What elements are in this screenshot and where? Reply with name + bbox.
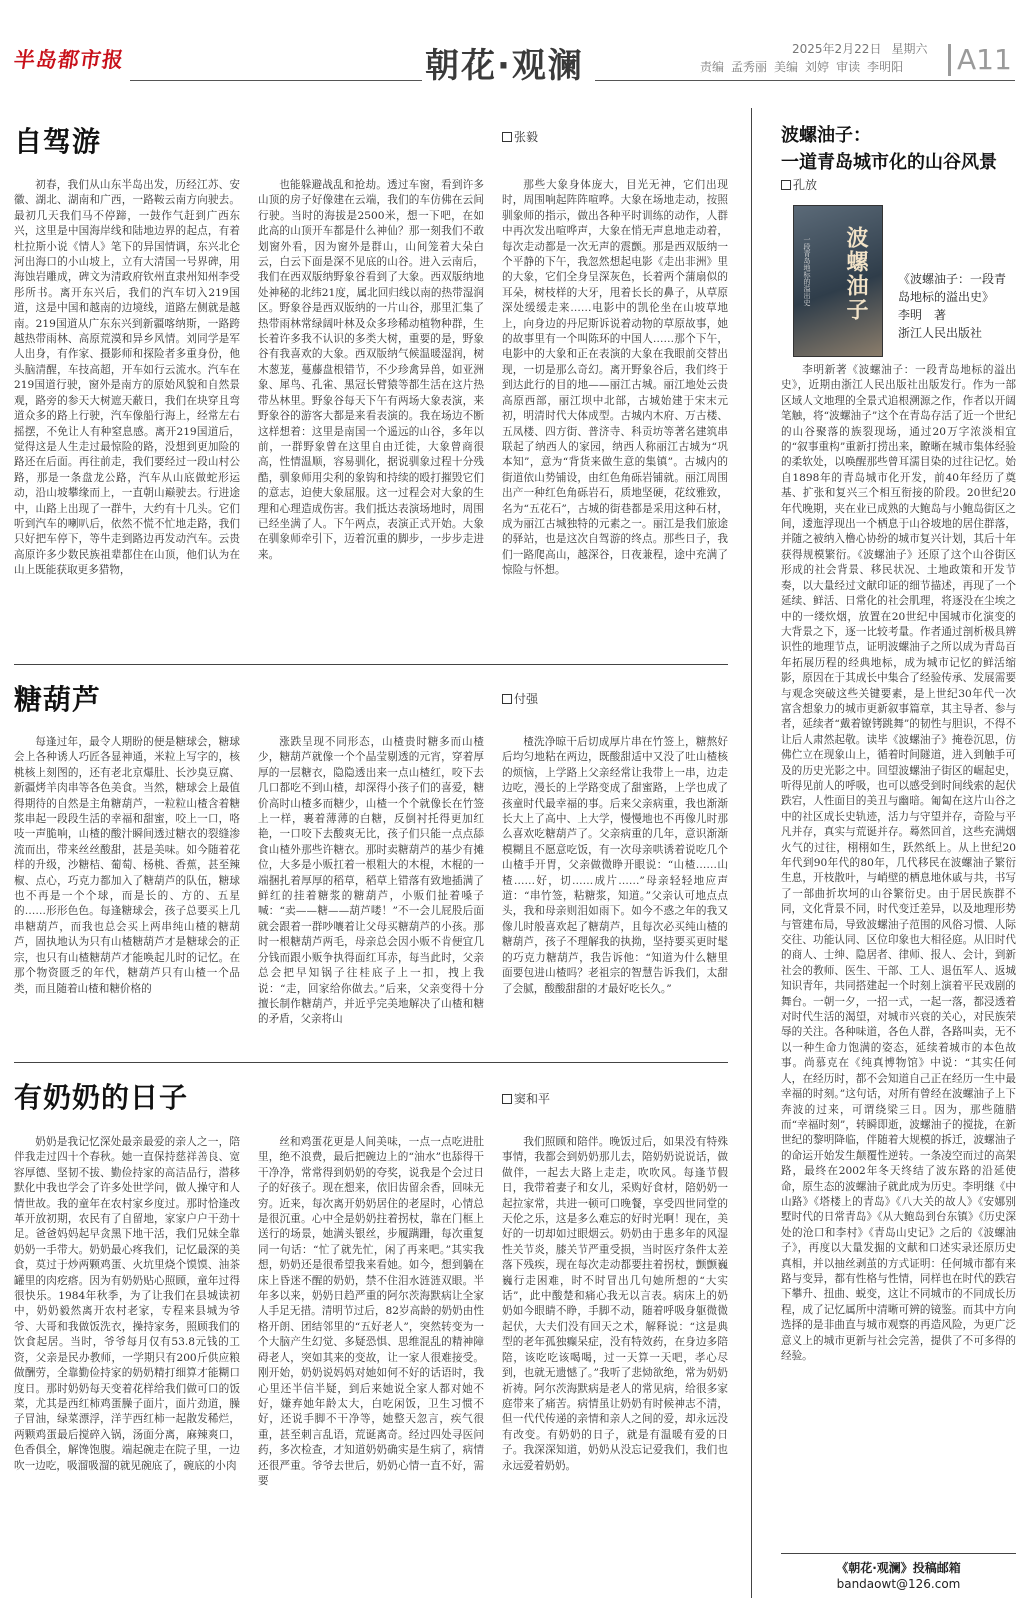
column-text: 我们照顾和陪伴。晚饭过后，如果没有特殊事情，我都会到奶奶那儿去，陪奶奶说说话，做做伴，一起去大路上走走，吹吹风。每逢节假日，我带着妻子和女儿，采购好食材，陪奶奶一起拉家常，共进一顿可口晚餐，享受四世同堂的天伦之乐，这是多么难忘的好时光啊！现在，美好的一切却如过眼烟云。奶奶由于患多年的风湿性关节炎，膝关节严重受损，当时医疗条件太差落下残疾，现在每次走动都要拄着拐杖，颤颤巍巍行走困难，时不时冒出几句她所想的“大实话”，此中酸楚和痛心我无以言表。病床上的奶奶如今眼睛不睁，手脚不动，随着呼吸身躯微微起伏，大夫们没有回天之术，解释说：“这是典型的老年孤独癫呆症，没有特效药，在身边多陪陪，该吃吃该喝喝，过一天算一天吧，孝心尽到，也就无遗憾了。”我听了悲恸欲绝，常为奶奶祈祷。阿尔茨海默病是老人的常见病，给很多家庭带来了痛苦。病情虽让奶奶有时候神志不清，但一代代传递的亲情和亲人之间的爱，却永远没有改变。有奶奶的日子，就是有温暖有爱的日子。我深深知道，奶奶从没忘记爱我们，我们也永远爱着奶奶。 <box>502 1136 728 1472</box>
editor-role: 责编 <box>700 60 725 74</box>
column-text: 也能躲避战乱和抢劫。透过车窗，看到许多山顶的房子好像建在云端，我们的车仿佛在云间行驶。当时的海拔是2500米，想一下吧，在如此高的山顶开车都是什么神仙？那一刻我们不敢划窗外看，因为窗外是群山，山间笼着大朵白云，白云下面是深不见底的山谷。进入云南后，我们在西双版纳野象谷看到了大象。西双版纳地处神秘的北纬21度，属北回归线以南的热带湿润区。野象谷是西双版纳的一片山谷，那里汇集了热带雨林常绿阔叶林及众多珍稀动植物种群，生长着许多我不认识的多类大树，重要的是，野象谷有我喜欢的大象。西双版纳气候温暖湿润，树木葱茏，蔓藤盘根错节，不少珍禽异兽，如亚洲象、犀鸟、孔雀、黑冠长臂猿等都生活在这片热带丛林里。野象谷每天下午有两场大象表演，来野象谷的游客大都是来看表演的。我在场边不断这样想着：这里是南国一个遥远的山谷，多年以前，一群野象曾在这里自由迁徙，大象曾商很高，性情温顺，容易驯化，据说驯象过程十分残酷，驯象师用尖利的象钩和持续的殴打摧毁它们的意志，迫使大象屈服。这一过程会对大象的生理和心理造成伤害。我们抵达表演场地时，周围已经坐满了人。下午两点，表演正式开始。大象在驯象师牵引下，迈着沉重的脚步，一步步走进来。 <box>258 179 484 561</box>
editor-name: 李明阳 <box>867 60 904 74</box>
sidebar-divider <box>751 108 752 1598</box>
date-text: 2025年2月22日 <box>792 42 882 56</box>
article-column <box>258 735 484 1040</box>
book-cover-title: 波螺油子 <box>843 226 869 322</box>
article-title: 有奶奶的日子 <box>14 1081 189 1114</box>
sidebar-text: 李明新著《波螺油子：一段青岛地标的溢出史》，近期由浙江人民出版社出版发行。作为一部区域人文地理的全景式追根溯源之作，作者以开阔笔触，将“波螺油子”这个在青岛存活了近一个世纪的山谷聚落的族裂现场，通过20万字浓淡相宜的“叙事重构”重新打捞出来，瞭晰在城市集体经验的柔软处，以唤醒那些曾耳濡目染的过往记忆。始自1898年的青岛城市化开发，前40年经历了奠基、扩张和复兴三个相互衔接的阶段。20世纪20年代晚期，夹在业已成熟的大鲍岛与小鲍岛街区之间，逶迤浮现出一个栖息于山谷坡地的居住群落，并随之被纳入橹心协纷的城市复兴计划，其后十年获得规模繁衍。《波螺油子》还原了这个山谷街区形成的社会背景、移民状况、土地政策和开发节奏，以大量经过文献印证的细节描述，再现了一个延续、鲜活、日常化的社会肌理，将逐没在尘埃之中的一缕炊烟，放置在20世纪中国城市化演变的大背景之下，逐一比较考量。作者通过剖析极具辨识性的地理节点，证明波螺油子之所以成为青岛百年拓展历程的经典地标，成为城市记忆的鲜活缩影，原因在于其成长中集合了经验传承、发展需要与观念突破这些关键要素，是上世纪30年代一次富含想象力的城市更新叙事篇章，其主导者、参与者，延续者“戴着镣铐跳舞”的韧性与胆识，不得不让后人肃然起敬。读毕《波螺油子》掩卷沉思，仿佛伫立在现象山上，循着时间隧道，进入到触手可及的历史光影之中。回望波螺油子街区的崛起史，听得见前人的呼吸，也可以感受到时间线索的起伏跌宕，人性面目的美丑与幽暗。匍匐在这片山谷之中的社区成长史轨迹，活力与守望并存，奇险与平凡并存，真实与荒诞并存。蓦然回首，这些充满烟火气的过往，栩栩如生，跃然纸上。从上世纪20年代到90年代的80年，几代移民在波螺油子繁衍生息，开枝散叶，与峭壁的栖息地休戚与共，书写了一部曲折坎坷的山谷繁衍史。由于居民族群不同，文化背景不同，时代变迁差异，以及地理形势与管建布局，导致波螺油子范围的风俗习惯、人际交往、功能认同、区位印象也大相径庭。从旧时代的商人、士绅、隐居者、律师、报人、会计，到新社会的教师、医生、干部、工人、退伍军人、返城知识青年，共同搭建起一个时刻上演着平民戏剧的舞台。一朝一夕，一招一式，一起一落，都浸透着对时代生活的渴望，对城市兴衰的关心，对民族荣辱的关注。各种味道，各色人群，各路叫卖，无不以一种生命力饱满的姿态，延续着城市的本色故事。尚慕克在《纯真博物馆》中说：“其实任何人，在经历时，都不会知道自己正在经历一生中最幸福的时刻。”这句话，对所有曾经在波螺油子上下奔波的过来，可谓绕梁三日。因为，那些随腊而“幸福时刻”，转瞬即逝，波螺油子的搅拢，在新世纪的黎明降临，伴随着大规模的拆迁，波螺油子的命运开始发生颠覆性逆转。一条凌空而过的高架路，最终在2002年冬天终结了波东路的沿延使命，原生态的波螺油子就此成为历史。李明继《中山路》《塔楼上的青岛》《八大关的故人》《安娜别墅时代的日常青岛》《从大鲍岛到台东镇》《历史深处的沧口和李村》《青岛山史记》之后的《波螺油子》，再度以大量发掘的文献和口述实录还原历史真相，并以抽丝剥茧的方式证明：任何城市都有来路与变异，都有性格与性情，同样也在时代的跌宕下攀升、扭曲、蜕变，这让不同城市的不同成长历程，成了记忆属所中清晰可辨的镜鉴。而其中方向选择的是非曲直与城市观察的再造风险，为更广泛意义上的城市更新与社会完善，提供了不可多得的经验。 <box>781 364 1016 1362</box>
submission-email[interactable]: bandaowt@126.com <box>836 1577 961 1591</box>
editor-name: 刘婷 <box>805 60 830 74</box>
article-column <box>502 1135 728 1593</box>
article-divider <box>14 1062 728 1063</box>
book-caption <box>898 270 1016 342</box>
article-column <box>258 178 484 641</box>
editor-role: 审读 <box>836 60 861 74</box>
book-caption-author: 李明 著 <box>898 308 947 322</box>
header-rule-left <box>130 80 422 81</box>
book-cover-image <box>793 205 883 357</box>
weekday-text: 星期六 <box>891 42 928 56</box>
article-byline: 张毅 <box>502 128 538 145</box>
article-byline: 窦和平 <box>502 1090 550 1107</box>
article-title: 自驾游 <box>14 125 102 158</box>
book-caption-title: 《波螺油子：一段青岛地标的溢出史》 <box>898 272 1007 304</box>
header-rule-right <box>595 80 1015 81</box>
column-text: 奶奶是我记忆深处最亲最爱的亲人之一，陪伴我走过四十个春秋。她一直保持慈祥善良、宽容厚德、坚韧不拔、勤俭持家的高洁品行，潜移默化中我也学会了许多处世学问，做人操守和人情世故。我的童年在农村家乡度过。那时恰逢改革开放初期，农民有了自留地，家家户户干劲十足。爸爸妈妈起早贪黑下地干活，我们兄妹全靠奶奶一手带大。奶奶最心疼我们，记忆最深的美食，莫过于炒两颗鸡蛋、火坑里烧个馍馍、油茶罐里的肉疙瘩。因为有奶奶贴心照顾，童年过得很快乐。1984年秋季，为了让我们在县城读初中，奶奶毅然离开农村老家，专程来县城为爷爷、大哥和我做饭洗衣，操持家务，照顾我们的饮食起居。当时，爷爷每月仅有53.8元钱的工资，父亲是民办教师，一学期只有200斤供应粮做酬劳，全靠勤俭持家的奶奶精打细算才能糊口度日。那时奶奶每天变着花样给我们做可口的饭菜，尤其是西红柿鸡蛋臊子面片，面片劲道，臊子冒油，绿菜漂浮，洋芋西红柿一起散发稀烂，两颗鸡蛋最后搅碎入锅，汤面分离，麻辣爽口，色香俱全，解馋饱腹。端起碗走在院子里，一边吹一边吃，吸溜吸溜的就见碗底了，碗底的小肉 <box>14 1136 240 1472</box>
editor-role: 美编 <box>774 60 799 74</box>
column-text: 楂洗净晾干后切成厚片串在竹签上，糖熬好后均匀地粘在两边，既酸甜适中又没了吐山楂核的烦恼，上学路上父亲经常让我带上一串，边走边吃，漫长的上学路变成了甜蜜路，上学也成了孩童时代最幸福的事。后来父亲病重，我也渐渐长大上了高中、上大学，慢慢地也不再像儿时那么喜欢吃糖葫芦了。父亲病重的几年，意识渐渐模糊且不愿意吃饭，有一次母亲哄诱着说吃几个山楂手开胃，父亲做微睁开眼说：“山楂……山楂……好，切……成片……”母亲轻轻地应声道：“串竹签，粘糖浆，知道。”父亲认可地点点头，我和母亲则泪如雨下。如今不惑之年的我又像儿时般喜欢起了糖葫芦，且每次必买纯山楂的糖葫芦，孩子不理解我的执拗，坚持要买更时髦的巧克力糖葫芦，我告诉他：“知道为什么糖里面要包进山楂吗？老祖宗的智慧告诉我们，太甜了会腻，酸酸甜甜的才最好吃长久。” <box>502 736 728 995</box>
submission-label: 《朝花·观澜》投稿邮箱 <box>836 1561 961 1575</box>
column-text: 初春，我们从山东半岛出发，历经江苏、安徽、湖北、湖南和广西，一路鞍云南方向驶去。最初几天我们马不停蹄，一鼓作气赶到广西东兴，这里是中国海岸线和陆地边界的起点，有着杜拉斯小说《情人》笔下的异国情调，东兴北仑河出海口的小山坡上，立有大清国一号界碑，用海蚀岩雕成，碑文为清政府钦州直隶州知州李受彤所书。离开东兴后，我们的汽车切入219国道，这是中国和越南的边境线，道路左侧就是越南。219国道从广东东兴到新疆喀纳斯，一路跨越热带雨林、高原荒漠和异乡风情。刘同学是军人出身，有作家、摄影师和探险者多重身份，他头脑清醒，车技高超，开车如行云流水。汽车在219国道行驶，窗外是南方的原始风貌和自然景观，路旁的参天大树遮天蔽日，我们在块穿且弯道众多的路上行驶，汽车像船行海上，经常左右摇摆，不免让人有种窒息感。离开219国道后，觉得这是人生走过最惊险的路，没想到更加险的路还在后面。再往前走，我们要经过一段山村公路，那是一条盘龙公路，汽车从山底做蛇形运动，沿山坡攀缘而上，一直朝山巅驶去。行进途中，山路上出现了一群牛，大约有十几头。它们听到汽车的喇叭后，依然不慌不忙地走路，我们只好把车停下，等牛走到路边再发动汽车。云贵高原许多少数民族祖辈都住在山顶，他们认为在山上既能获取更多猎物， <box>14 179 240 577</box>
sidebar-title-line: 一道青岛城市化的山谷风景 <box>781 152 997 173</box>
article-column <box>258 1135 484 1593</box>
submission-info <box>781 1560 1016 1592</box>
section-title: 朝花·观澜 <box>425 46 584 86</box>
article-divider <box>14 664 728 665</box>
issue-date <box>792 40 937 57</box>
column-text: 那些大象身体庞大，目光无神，它们出现时，周围响起阵阵喧哗。大象在场地走动，按照驯象师的指示，做出各种平时训练的动作，人群中再次发出喧哗声，大象在悄无声息地走动着，每次走动都是一次无声的震颤。那是西双版纳一个平静的下午，我忽然想起电影《走出非洲》里的大象，它们全身呈深灰色，长着两个蒲扇似的耳朵，树枝样的大牙，甩着长长的鼻子，从草原深处缓缓走来……电影中的凯伦坐在山坡草地上，向身边的丹尼斯诉说着动物的草原故事，她的故事里有一个叫陈环的中国人……那个下午，电影中的大象和正在表演的大象在我眼前交替出现，一切是那么奇幻。离开野象谷后，我们终于到达此行的目的地——丽江古城。丽江地处云贵高原西部，丽江坝中北部，古城始建于宋末元初，明清时代大体成型。古城内木府、万古楼、五凤楼、四方街、普济寺、科贡坊等著名建筑串联起了纳西人的家园，纳西人称丽江古城为“巩本知”，意为“背货来做生意的集镇”。古城内的街道依山势铺设，由红色角砾岩铺就。丽江周围出产一种红色角砾岩石，质地坚硬，花纹雅致，名为“五花石”，古城的街巷都是采用这种石材，成为丽江古城独特的元素之一。丽江是我们旅途的驿站，也是这次自驾游的终点。那些日子，我们一路爬高山，越深谷，日夜兼程，途中充满了惊险与怀想。 <box>502 179 728 577</box>
article-column <box>14 735 240 1040</box>
article-title: 糖葫芦 <box>14 683 102 716</box>
article-byline: 付强 <box>502 690 538 707</box>
column-text: 丝和鸡蛋花更是人间美味，一点一点吃进肚里，绝不浪费，最后把碗边上的“油水”也舔得干干净净，常常得到奶奶的夸奖，说我是个会过日子的好孩子。现在想来，依旧齿留余香，回味无穷。近来，每次离开奶奶居住的老屋时，心情总是很沉重。心中全是奶奶拄着拐杖，靠在门框上送行的场景，她满头银丝，步履蹒跚，每次重复同一句话：“忙了就先忙，闲了再来吧。”其实我想，奶奶还是很希望我来看她。如今，想到躺在床上昏迷不醒的奶奶，禁不住泪水涟涟双眼。半年多以来，奶奶日趋严重的阿尔茨海默病让全家人手足无措。清明节过后，82岁高龄的奶奶由性格开朗、团结邻里的“五好老人”，突然转变为一个大脑产生幻觉、多疑恐惧、思维混乱的精神障碍老人，突如其来的变故，让一家人很难接受。刚开始，奶奶说妈妈对她如何不好的话语时，我心里还半信半疑，到后来她说全家人都对她不好，嫌弃她年龄太大，白吃闲饭，卫生习惯不好，还说手脚不干净等，她整天忽言，疾气很重，甚至刺言乱语，荒诞离奇。经过四处寻医问药，多次检查，才知道奶奶确实是生病了，病情还很严重。爷爷去世后，奶奶心情一直不好，需要 <box>258 1136 484 1487</box>
article-column <box>14 1135 240 1593</box>
column-text: 每逢过年，最令人期盼的便是糖球会，糖球会上各种诱人巧匠各显神通，米粒上写字的，核桃核上刻图的，还有老北京爆肚、长沙臭豆腐、新疆烤羊肉串等各色美食。当然，糖球会上最值得期待的自然是主角糖葫芦，一粒粒山楂含着糖浆串起一段段生活的幸福和甜蜜，咬上一口，咯吱一声脆响，山楂的酸汁瞬间透过糖衣的裂缝渗流而出，带来丝丝酸甜，甚是美味。如今随着花样的升级，沙糖桔、葡萄、杨桃、香蕉，甚至辣椒、点心，巧克力都加入了糖葫芦的队伍，糖球也不再是一个个球，而是长的、方的、五星的……形形色色。每逢糖球会，孩子总要买上几串糖葫芦，而我也总会买上两串纯山楂的糖葫芦，固执地认为只有山楂糖葫芦才是糖球会的正宗，也只有山楂糖葫芦才能唤起儿时的记忆。在那个物资匮乏的年代，糖葫芦只有山楂一个品类，而且随着山楂和糖价格的 <box>14 736 240 995</box>
editors-line <box>700 58 910 75</box>
article-column <box>502 735 728 1040</box>
footer-rule <box>781 1553 1016 1554</box>
page-number: A11 <box>948 44 1012 76</box>
sidebar-body <box>781 363 1016 1548</box>
sidebar-title-line: 波螺油子： <box>781 125 871 146</box>
column-text: 涨跌呈现不同形态，山楂贵时糖多而山楂少，糖葫芦就像一个个晶莹剔透的元宵，穿着厚厚的一层糖衣，隐隐透出来一点山楂红，咬下去几口都吃不到山楂，却深得小孩子们的喜爱，糖价高时山楂多而糖少，山楂一个个就像长在竹签上一样，裹着薄薄的白糖，反倒衬托得更加红艳，一口咬下去酸爽无比，孩子们只能一点点舔食山楂外那些许糖衣。那时卖糖葫芦的基少有摊位，大多是小贩扛着一根粗大的木棍，木棍的一端捆扎着厚厚的稻草，稻草上错落有致地插满了鲜红的挂着糖浆的糖葫芦，小贩们扯着嗓子喊：“卖——糖——葫芦喽！”不一会儿屁股后面就会跟着一群吵嚷着让父母买糖葫芦的小孩。那时一根糖葫芦两毛，母亲总会因小贩不肯便宜几分钱而跟小贩争执得面红耳赤，每当此时，父亲总会把早知锅子往桂底子上一扣，拽上我说：“走，回家给你做去。”后来，父亲变得十分擅长制作糖葫芦，并近乎完美地解决了山楂和糖的矛盾，父亲将山 <box>258 736 484 1026</box>
book-caption-publisher: 浙江人民出版社 <box>898 326 983 340</box>
article-column <box>502 178 728 641</box>
newspaper-logo: 半岛都市报 <box>12 47 126 72</box>
book-cover-subtitle: 一段青岛地标的溢出史 <box>803 236 811 306</box>
sidebar-title <box>781 122 1016 176</box>
editor-name: 孟秀丽 <box>731 60 768 74</box>
sidebar-byline: 孔放 <box>781 176 817 193</box>
article-column <box>14 178 240 641</box>
